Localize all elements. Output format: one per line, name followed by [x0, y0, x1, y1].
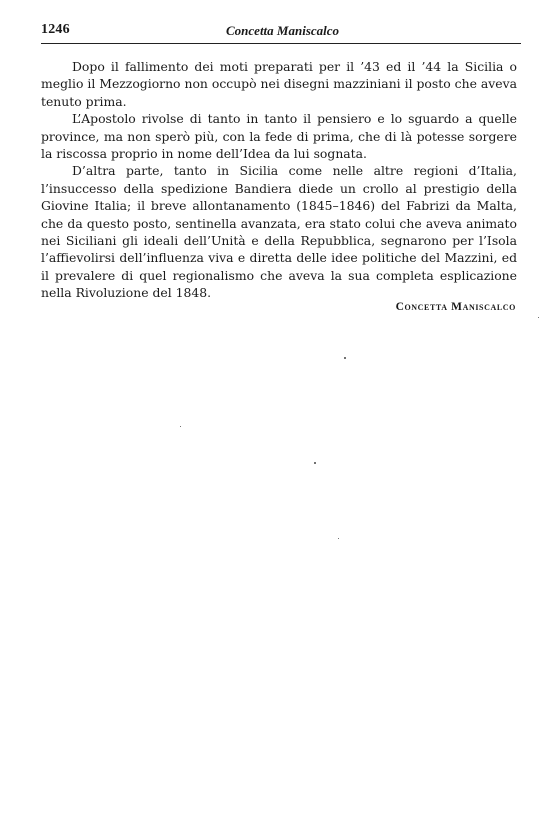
- print-speck: [538, 317, 539, 318]
- print-speck: [180, 426, 181, 427]
- paragraph: Dopo il fallimento dei moti preparati per il ’43 ed il ’44 la Sicilia o meglio il Mezzogiorno non occupò nei disegni mazziniani il posto che aveva tenuto prima.: [41, 59, 517, 109]
- print-speck: [338, 538, 339, 539]
- running-head: Concetta Maniscalco: [226, 23, 340, 38]
- paragraph: D’altra parte, tanto in Sicilia come nelle altre regioni d’Italia, l’insuccesso della spedizione Bandiera diede un crollo al prestigio della Giovine Italia; il breve allontanamento (1845–1846) del Fabrizi da Malta, che da questo posto, sentinella avanzata, era stato colui che aveva animato nei Siciliani gli ideali dell’Unità e della Repubblica, segnarono per l’Isola l’affievolirsi dell’influenza viva e diretta delle idee politiche del Mazzini, ed il prevalere di quel regionalismo che aveva la sua completa esplicazione nella Rivoluzione del 1848.: [41, 163, 517, 301]
- paragraph: L’Apostolo rivolse di tanto in tanto il pensiero e lo sguardo a quelle province, ma non sperò più, con la fede di prima, che di là potesse sorgere la riscossa proprio in nome dell’Idea da lui sognata.: [41, 111, 517, 162]
- page-header: [41, 22, 521, 42]
- print-speck: [314, 462, 316, 464]
- print-speck: [344, 357, 346, 359]
- author-signature: Concetta Maniscalco: [395, 301, 516, 313]
- body-text: [41, 58, 517, 302]
- page-number: 1246: [41, 22, 70, 37]
- header-rule: [41, 43, 521, 44]
